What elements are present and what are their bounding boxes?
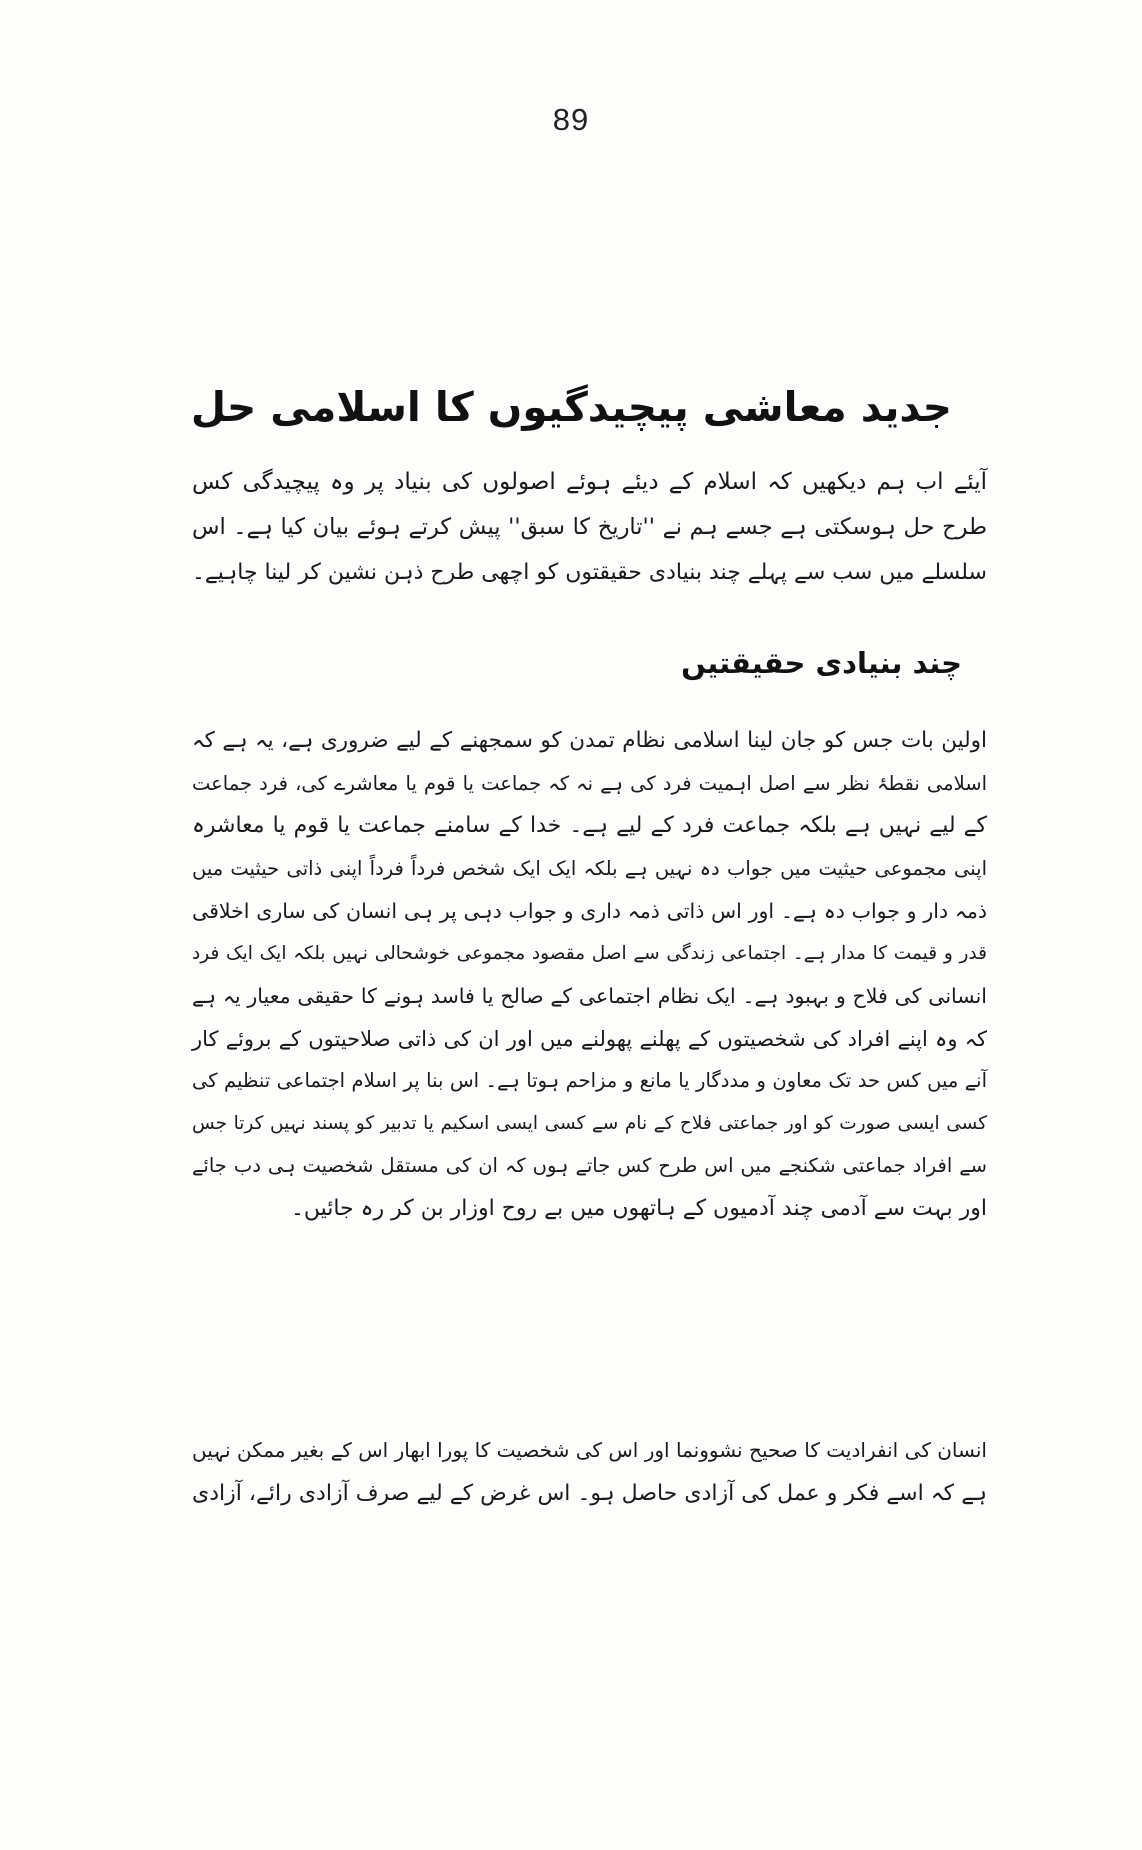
text-line: انسان کی انفرادیت کا صحیح نشوونما اور اس کی شخصیت کا پورا ابھار اس کے بغیر ممکن نہیں: [192, 1438, 987, 1462]
body-paragraph-2: [192, 1428, 987, 1516]
text-line: کسی ایسی صورت کو اور جماعتی فلاح کے نام سے کسی ایسی اسکیم یا تدبیر کو پسند نہیں کرتا جس: [192, 1112, 987, 1134]
text-line: اولین بات جس کو جان لینا اسلامی نظام تمدن کو سمجھنے کے لیے ضروری ہے، یہ ہے کہ: [192, 728, 987, 753]
text-line: اور بہت سے آدمی چند آدمیوں کے ہاتھوں میں بے روح اوزار بن کر رہ جائیں۔: [290, 1195, 987, 1221]
text-line: سلسلے میں سب سے پہلے چند بنیادی حقیقتوں کو اچھی طرح ذہن نشین کر لینا چاہیے۔: [191, 560, 987, 585]
page-number: 89: [552, 102, 590, 137]
text-line: انسانی کی فلاح و بہبود ہے۔ ایک نظام اجتماعی کے صالح یا فاسد ہونے کا حقیقی معیار یہ ہے: [192, 984, 987, 1008]
text-line: سے افراد جماعتی شکنجے میں اس طرح کس جاتے ہوں کہ ان کی مستقل شخصیت ہی دب جائے: [192, 1154, 987, 1177]
text-line: کہ وہ اپنے افراد کی شخصیتوں کے پھلنے پھولنے میں اور ان کی ذاتی صلاحیتوں کے بروئے کار: [192, 1026, 987, 1051]
intro-paragraph: [192, 460, 987, 595]
text-line: آیئے اب ہم دیکھیں کہ اسلام کے دیئے ہوئے اصولوں کی بنیاد پر وہ پیچیدگی کس: [192, 469, 987, 495]
text-line: اسلامی نقطۂ نظر سے اصل اہمیت فرد کی ہے نہ کہ جماعت یا قوم یا معاشرے کی، فرد جماعت: [192, 771, 987, 795]
chapter-title: جدید معاشی پیچیدگیوں کا اسلامی حل: [190, 383, 952, 431]
text-line: کے لیے نہیں ہے بلکہ جماعت فرد کے لیے ہے۔ خدا کے سامنے جماعت یا قوم یا معاشرہ: [192, 813, 987, 838]
body-paragraph-1: [192, 720, 987, 1230]
section-heading: چند بنیادی حقیقتیں: [681, 646, 962, 680]
text-line: اپنی مجموعی حیثیت میں جواب دہ نہیں ہے بلکہ ایک ایک شخص فرداً فرداً اپنی ذاتی حیثیت میں: [192, 856, 987, 880]
text-line: قدر و قیمت کا مدار ہے۔ اجتماعی زندگی سے اصل مقصود مجموعی خوشحالی نہیں بلکہ ایک ایک فرد: [192, 942, 987, 964]
text-line: ذمہ دار و جواب دہ ہے۔ اور اس ذاتی ذمہ داری و جواب دہی پر ہی انسان کی ساری اخلاقی: [192, 899, 987, 923]
text-line: ہے کہ اسے فکر و عمل کی آزادی حاصل ہو۔ اس غرض کے لیے صرف آزادی رائے، آزادی: [192, 1481, 987, 1506]
text-line: آنے میں کس حد تک معاون و مددگار یا مانع و مزاحم ہوتا ہے۔ اس بنا پر اسلام اجتماعی تنظیم کی: [192, 1069, 987, 1092]
text-line: طرح حل ہوسکتی ہے جسے ہم نے ''تاریخ کا سبق'' پیش کرتے ہوئے بیان کیا ہے۔ اس: [192, 514, 987, 540]
